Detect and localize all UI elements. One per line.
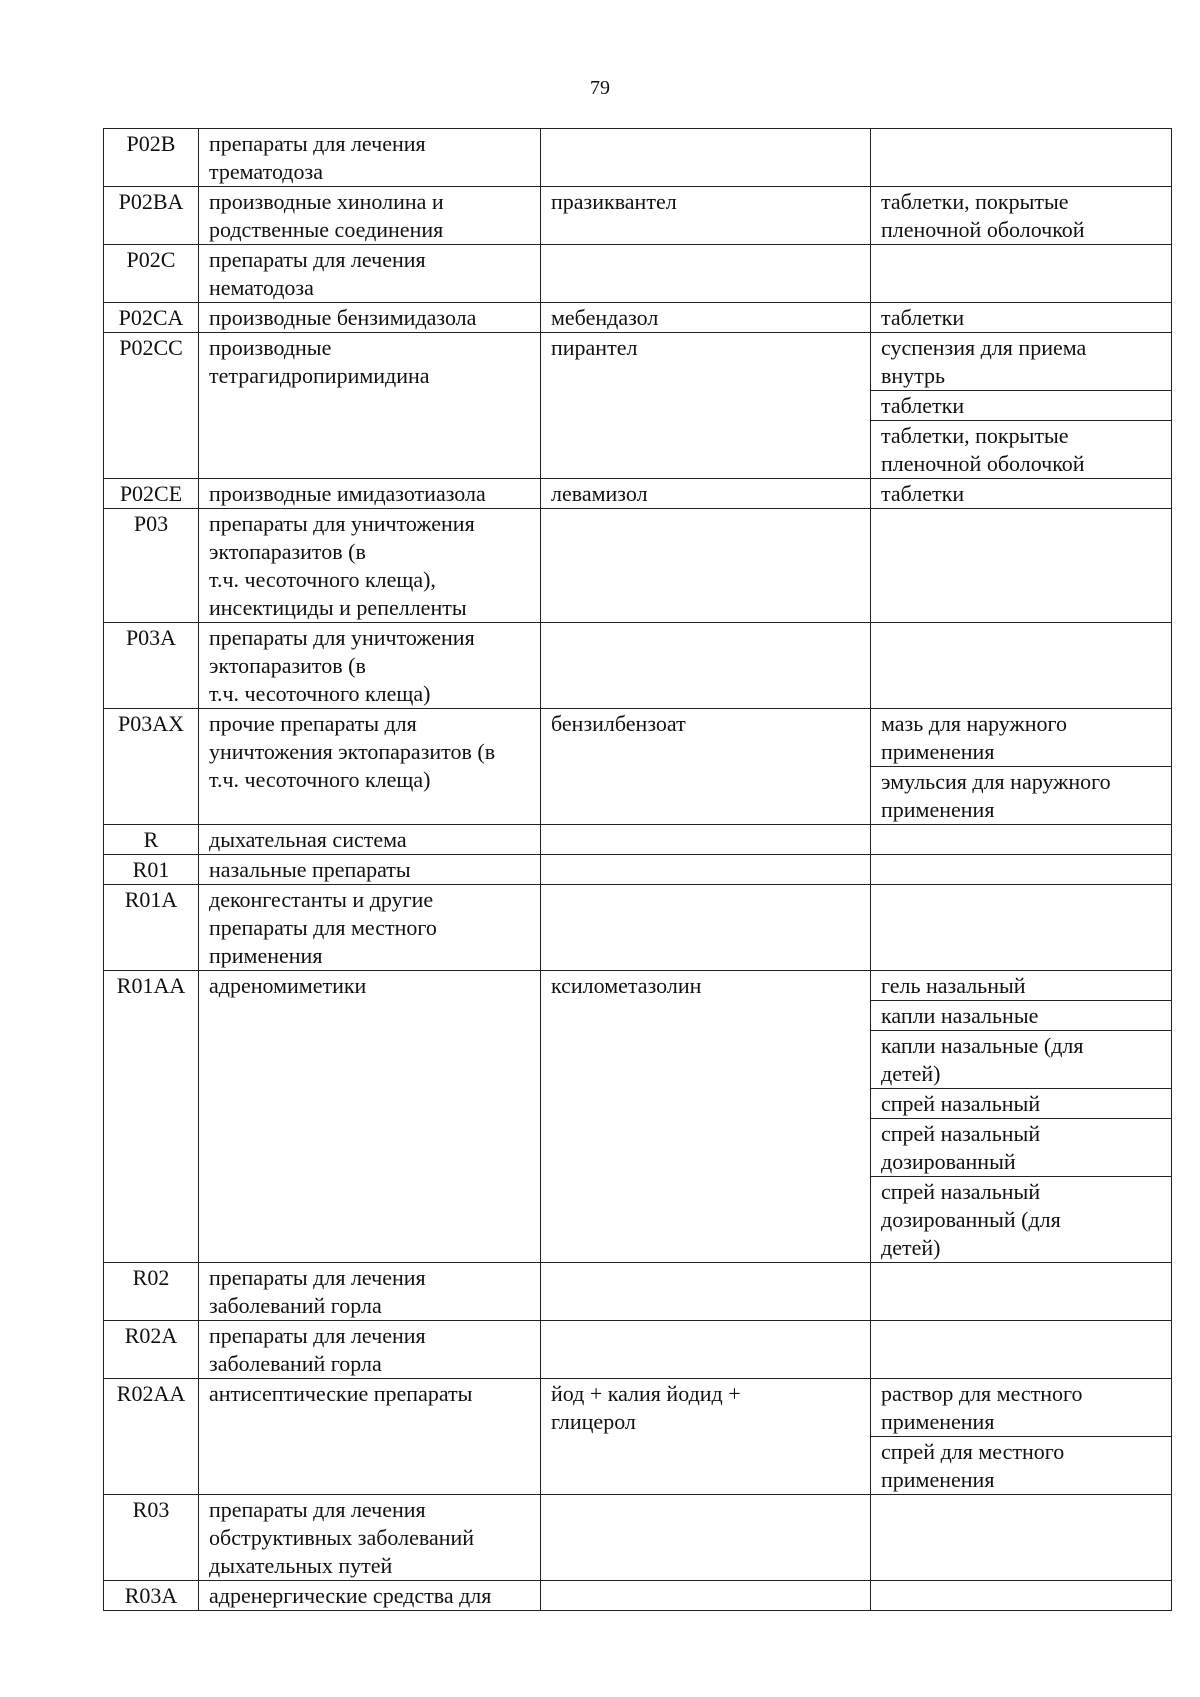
anatomical-group-cell: препараты для уничтожения эктопаразитов (в т.ч. чесоточного клеща) bbox=[199, 623, 541, 709]
drug-name-cell: ксилометазолин bbox=[541, 971, 871, 1263]
dosage-form-cell bbox=[871, 1321, 1172, 1379]
dosage-form-cell bbox=[871, 1581, 1172, 1611]
table-row bbox=[104, 855, 1172, 885]
atc-code-cell: R01A bbox=[104, 885, 199, 971]
table-row bbox=[104, 825, 1172, 855]
table-row bbox=[104, 709, 1172, 767]
anatomical-group-cell: производные хинолина и родственные соединения bbox=[199, 187, 541, 245]
table-row bbox=[104, 303, 1172, 333]
dosage-form-cell: спрей назальный дозированный (для детей) bbox=[871, 1177, 1172, 1263]
table-row bbox=[104, 509, 1172, 623]
atc-code-cell: P02CE bbox=[104, 479, 199, 509]
dosage-form-cell: таблетки, покрытые пленочной оболочкой bbox=[871, 421, 1172, 479]
drug-name-cell bbox=[541, 623, 871, 709]
table-row bbox=[104, 333, 1172, 391]
anatomical-group-cell: прочие препараты для уничтожения эктопаразитов (в т.ч. чесоточного клеща) bbox=[199, 709, 541, 825]
drug-name-cell: пирантел bbox=[541, 333, 871, 479]
dosage-form-cell: капли назальные bbox=[871, 1001, 1172, 1031]
atc-code-cell: R01 bbox=[104, 855, 199, 885]
dosage-form-cell: мазь для наружного применения bbox=[871, 709, 1172, 767]
atc-code-cell: R02 bbox=[104, 1263, 199, 1321]
dosage-form-cell bbox=[871, 1263, 1172, 1321]
anatomical-group-cell: назальные препараты bbox=[199, 855, 541, 885]
atc-code-cell: P02BA bbox=[104, 187, 199, 245]
atc-code-cell: P03AX bbox=[104, 709, 199, 825]
anatomical-group-cell: препараты для лечения заболеваний горла bbox=[199, 1263, 541, 1321]
drug-name-cell: йод + калия йодид + глицерол bbox=[541, 1379, 871, 1495]
dosage-form-cell: раствор для местного применения bbox=[871, 1379, 1172, 1437]
dosage-form-cell: таблетки, покрытые пленочной оболочкой bbox=[871, 187, 1172, 245]
anatomical-group-cell: препараты для лечения нематодоза bbox=[199, 245, 541, 303]
atc-code-cell: P02CC bbox=[104, 333, 199, 479]
drug-name-cell bbox=[541, 855, 871, 885]
atc-code-cell: R03A bbox=[104, 1581, 199, 1611]
dosage-form-cell: эмульсия для наружного применения bbox=[871, 767, 1172, 825]
dosage-form-cell bbox=[871, 885, 1172, 971]
drug-name-cell bbox=[541, 825, 871, 855]
anatomical-group-cell: адреномиметики bbox=[199, 971, 541, 1263]
dosage-form-cell bbox=[871, 1495, 1172, 1581]
dosage-form-cell bbox=[871, 129, 1172, 187]
atc-code-cell: P02B bbox=[104, 129, 199, 187]
dosage-form-cell: спрей для местного применения bbox=[871, 1437, 1172, 1495]
table-row bbox=[104, 1321, 1172, 1379]
atc-code-cell: P03A bbox=[104, 623, 199, 709]
anatomical-group-cell: препараты для лечения заболеваний горла bbox=[199, 1321, 541, 1379]
table-row bbox=[104, 129, 1172, 187]
dosage-form-cell: спрей назальный дозированный bbox=[871, 1119, 1172, 1177]
table-row bbox=[104, 971, 1172, 1001]
dosage-form-cell: капли назальные (для детей) bbox=[871, 1031, 1172, 1089]
dosage-form-cell bbox=[871, 245, 1172, 303]
drug-name-cell bbox=[541, 509, 871, 623]
table-row bbox=[104, 623, 1172, 709]
table-row bbox=[104, 1379, 1172, 1437]
dosage-form-cell bbox=[871, 855, 1172, 885]
table-row bbox=[104, 1581, 1172, 1611]
drug-name-cell: празиквантел bbox=[541, 187, 871, 245]
anatomical-group-cell: препараты для уничтожения эктопаразитов (в т.ч. чесоточного клеща), инсектициды и репелленты bbox=[199, 509, 541, 623]
table-row bbox=[104, 245, 1172, 303]
drug-name-cell bbox=[541, 245, 871, 303]
atc-code-cell: P02C bbox=[104, 245, 199, 303]
table-body bbox=[104, 129, 1172, 1611]
atc-code-cell: R bbox=[104, 825, 199, 855]
anatomical-group-cell: антисептические препараты bbox=[199, 1379, 541, 1495]
dosage-form-cell: спрей назальный bbox=[871, 1089, 1172, 1119]
atc-code-cell: R01AA bbox=[104, 971, 199, 1263]
drug-name-cell bbox=[541, 1581, 871, 1611]
anatomical-group-cell: адренергические средства для bbox=[199, 1581, 541, 1611]
dosage-form-cell bbox=[871, 623, 1172, 709]
anatomical-group-cell: препараты для лечения трематодоза bbox=[199, 129, 541, 187]
drug-name-cell: мебендазол bbox=[541, 303, 871, 333]
drug-name-cell: бензилбензоат bbox=[541, 709, 871, 825]
atc-code-cell: R02AA bbox=[104, 1379, 199, 1495]
anatomical-group-cell: производные бензимидазола bbox=[199, 303, 541, 333]
drug-name-cell bbox=[541, 1321, 871, 1379]
table-row bbox=[104, 885, 1172, 971]
atc-code-cell: R02A bbox=[104, 1321, 199, 1379]
table-row bbox=[104, 479, 1172, 509]
dosage-form-cell bbox=[871, 825, 1172, 855]
drug-name-cell: левамизол bbox=[541, 479, 871, 509]
anatomical-group-cell: дыхательная система bbox=[199, 825, 541, 855]
dosage-form-cell bbox=[871, 509, 1172, 623]
page-number: 79 bbox=[590, 77, 610, 99]
drug-name-cell bbox=[541, 1495, 871, 1581]
dosage-form-cell: гель назальный bbox=[871, 971, 1172, 1001]
anatomical-group-cell: производные имидазотиазола bbox=[199, 479, 541, 509]
atc-code-cell: P02CA bbox=[104, 303, 199, 333]
atc-code-cell: P03 bbox=[104, 509, 199, 623]
dosage-form-cell: таблетки bbox=[871, 479, 1172, 509]
drug-name-cell bbox=[541, 129, 871, 187]
anatomical-group-cell: препараты для лечения обструктивных заболеваний дыхательных путей bbox=[199, 1495, 541, 1581]
atc-code-cell: R03 bbox=[104, 1495, 199, 1581]
anatomical-group-cell: производные тетрагидропиримидина bbox=[199, 333, 541, 479]
dosage-form-cell: суспензия для приема внутрь bbox=[871, 333, 1172, 391]
table-row bbox=[104, 187, 1172, 245]
drug-name-cell bbox=[541, 1263, 871, 1321]
anatomical-group-cell: деконгестанты и другие препараты для местного применения bbox=[199, 885, 541, 971]
table-row bbox=[104, 1263, 1172, 1321]
drug-classification-table bbox=[103, 128, 1172, 1611]
drug-name-cell bbox=[541, 885, 871, 971]
dosage-form-cell: таблетки bbox=[871, 303, 1172, 333]
table-row bbox=[104, 1495, 1172, 1581]
dosage-form-cell: таблетки bbox=[871, 391, 1172, 421]
